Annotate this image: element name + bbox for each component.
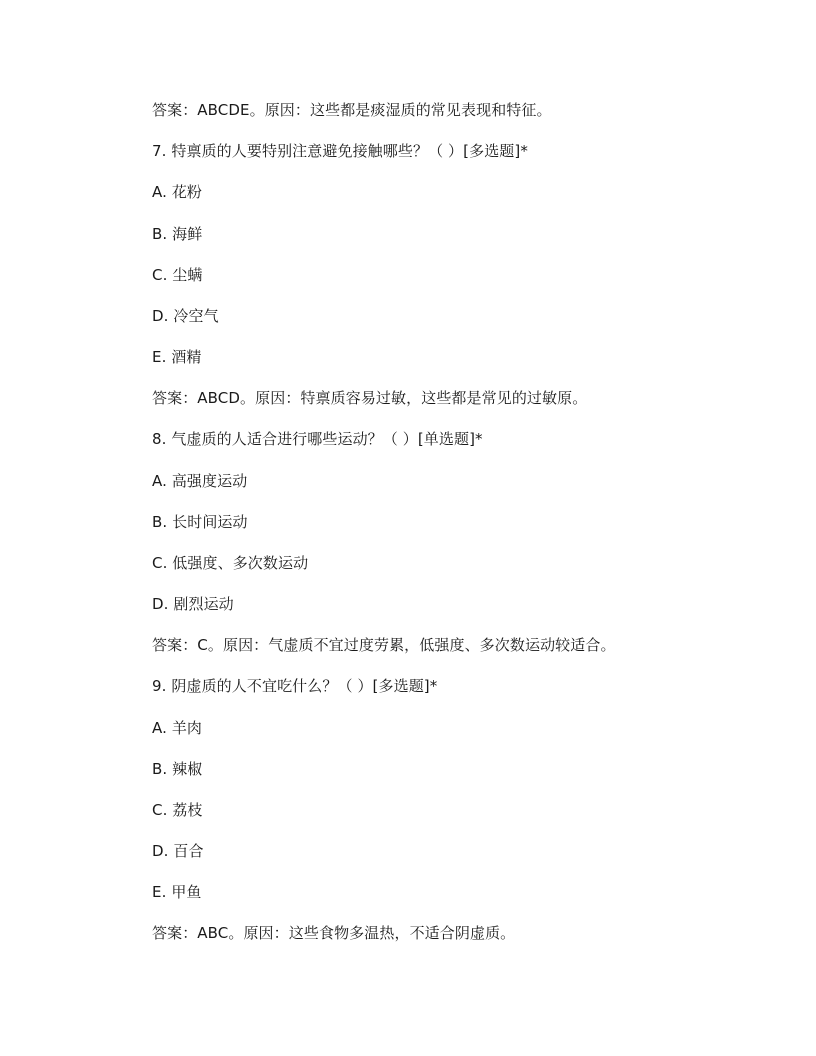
question-8-text: 8. 气虚质的人适合进行哪些运动？（ ）[单选题]*	[152, 430, 483, 448]
question-7-option-b: B. 海鲜	[152, 225, 203, 243]
question-8-option-c: C. 低强度、多次数运动	[152, 554, 309, 572]
question-8-option-a: A. 高强度运动	[152, 472, 248, 490]
question-9-answer: 答案：ABC。原因：这些食物多温热，不适合阴虚质。	[152, 924, 516, 942]
question-7-option-e: E. 酒精	[152, 348, 202, 366]
question-7-option-d: D. 冷空气	[152, 307, 219, 325]
question-7-answer: 答案：ABCD。原因：特禀质容易过敏，这些都是常见的过敏原。	[152, 389, 588, 407]
question-9-option-c: C. 荔枝	[152, 801, 203, 819]
answer-text: 答案：ABCDE。原因：这些都是痰湿质的常见表现和特征。	[152, 101, 552, 119]
question-8-option-b: B. 长时间运动	[152, 513, 248, 531]
question-7-option-a: A. 花粉	[152, 183, 203, 201]
question-7-text: 7. 特禀质的人要特别注意避免接触哪些？（ ）[多选题]*	[152, 142, 528, 160]
question-9-option-b: B. 辣椒	[152, 760, 203, 778]
question-8-answer: 答案：C。原因：气虚质不宜过度劳累，低强度、多次数运动较适合。	[152, 636, 616, 654]
question-9-option-e: E. 甲鱼	[152, 883, 202, 901]
question-8-option-d: D. 剧烈运动	[152, 595, 234, 613]
question-9-option-a: A. 羊肉	[152, 719, 203, 737]
question-9-text: 9. 阴虚质的人不宜吃什么？（ ）[多选题]*	[152, 677, 438, 695]
question-7-option-c: C. 尘螨	[152, 266, 203, 284]
question-9-option-d: D. 百合	[152, 842, 204, 860]
